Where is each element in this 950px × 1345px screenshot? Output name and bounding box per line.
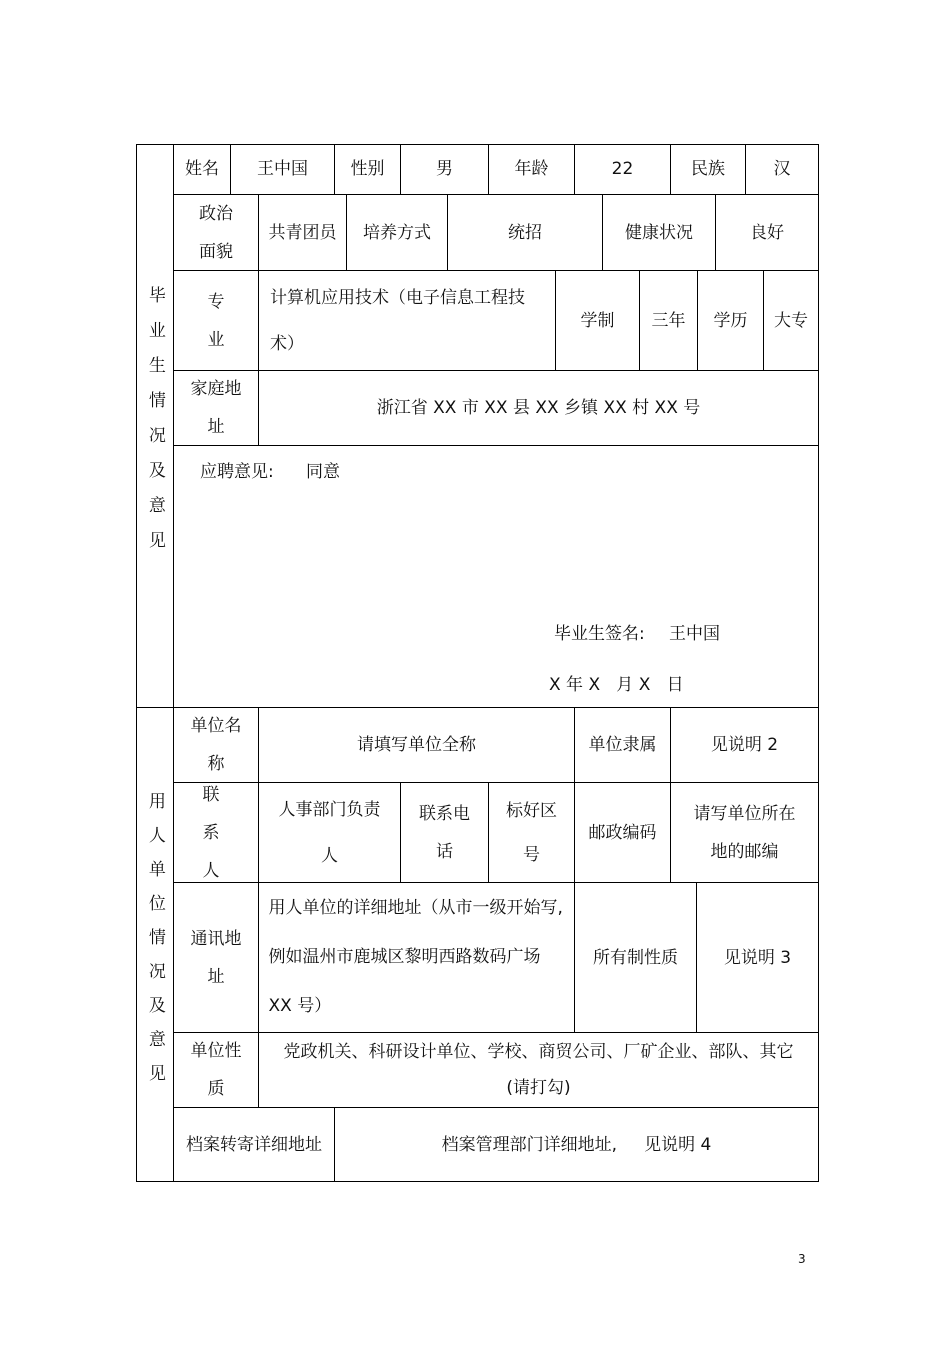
- graduate-section-label: [136, 144, 174, 708]
- postcode-label: 邮政编码: [575, 783, 671, 883]
- age-label: 年龄: [489, 144, 575, 195]
- contact-label: [174, 783, 259, 883]
- major-value-text: 计算机应用技术（电子信息工程技术）: [270, 287, 525, 354]
- mail-address-value-text: 用人单位的详细地址（从市一级开始写, 例如温州市鹿城区黎明西路数码广场 XX 号）: [268, 898, 563, 1016]
- address-value: 浙江省 XX 市 XX 县 XX 乡镇 XX 村 XX 号: [259, 371, 819, 446]
- postcode-value-text: 请写单位所在地的邮编: [693, 803, 796, 862]
- contact-label-text: 联系人: [202, 784, 230, 881]
- name-label: 姓名: [174, 144, 231, 195]
- gender-label: 性别: [335, 144, 401, 195]
- age-value: 22: [575, 144, 671, 195]
- affiliation-label: 单位隶属: [575, 708, 671, 783]
- employer-section-label: [136, 708, 174, 1182]
- address-label-text: 家庭地址: [190, 379, 242, 437]
- training-label: 培养方式: [347, 195, 448, 271]
- ownership-label: 所有制性质: [575, 883, 697, 1033]
- ownership-value: 见说明 3: [697, 883, 819, 1033]
- archive-label-text: 档案转寄详细地址: [186, 1134, 322, 1155]
- schooling-value: 三年: [640, 271, 698, 371]
- signature-date: X 年 X 月 X 日: [549, 675, 684, 695]
- mail-address-label: [174, 883, 259, 1033]
- phone-label: [401, 783, 489, 883]
- archive-label: [174, 1108, 335, 1182]
- health-label: 健康状况: [603, 195, 716, 271]
- signature-value: 王中国: [669, 624, 720, 644]
- political-label-text: 政治面貌: [199, 203, 233, 262]
- major-value: [259, 271, 556, 371]
- major-label: [174, 271, 259, 371]
- unit-type-value-text: 党政机关、科研设计单位、学校、商贸公司、厂矿企业、部队、其它(请打勾): [283, 1042, 794, 1098]
- phone-label-text: 联系电话: [419, 803, 470, 862]
- mail-address-label-text: 通讯地址: [190, 928, 242, 987]
- contact-value: [259, 783, 401, 883]
- phone-value-text: 标好区号: [506, 800, 557, 865]
- page-number: 3: [798, 1252, 806, 1266]
- ethnicity-value: 汉: [746, 144, 819, 195]
- signature-label: 毕业生签名:: [554, 624, 645, 644]
- political-value: 共青团员: [259, 195, 347, 271]
- ethnicity-label: 民族: [671, 144, 746, 195]
- graduate-side-text: 毕业生情况及意见: [144, 285, 165, 566]
- affiliation-value: 见说明 2: [671, 708, 819, 783]
- major-label-text: 专业: [207, 291, 225, 350]
- training-value: 统招: [448, 195, 603, 271]
- political-label: [174, 195, 259, 271]
- address-label: [174, 371, 259, 446]
- mail-address-value: [259, 883, 575, 1033]
- gender-value: 男: [401, 144, 489, 195]
- unit-name-value: 请填写单位全称: [259, 708, 575, 783]
- postcode-value: [671, 783, 819, 883]
- unit-type-label-text: 单位性质: [190, 1041, 242, 1099]
- unit-name-label: [174, 708, 259, 783]
- education-label: 学历: [698, 271, 764, 371]
- employer-side-text: 用人单位情况及意见: [144, 791, 165, 1098]
- archive-value: 档案管理部门详细地址, 见说明 4: [335, 1108, 819, 1182]
- contact-value-text: 人事部门负责人: [278, 799, 381, 866]
- education-value: 大专: [764, 271, 819, 371]
- unit-type-value: [259, 1033, 819, 1108]
- unit-type-label: [174, 1033, 259, 1108]
- health-value: 良好: [716, 195, 819, 271]
- unit-name-label-text: 单位名称: [190, 716, 242, 774]
- name-value: 王中国: [231, 144, 335, 195]
- opinion-area: [174, 446, 819, 708]
- opinion-value: 同意: [306, 462, 340, 482]
- opinion-label: 应聘意见:: [200, 462, 274, 482]
- phone-value: [489, 783, 575, 883]
- schooling-label: 学制: [556, 271, 640, 371]
